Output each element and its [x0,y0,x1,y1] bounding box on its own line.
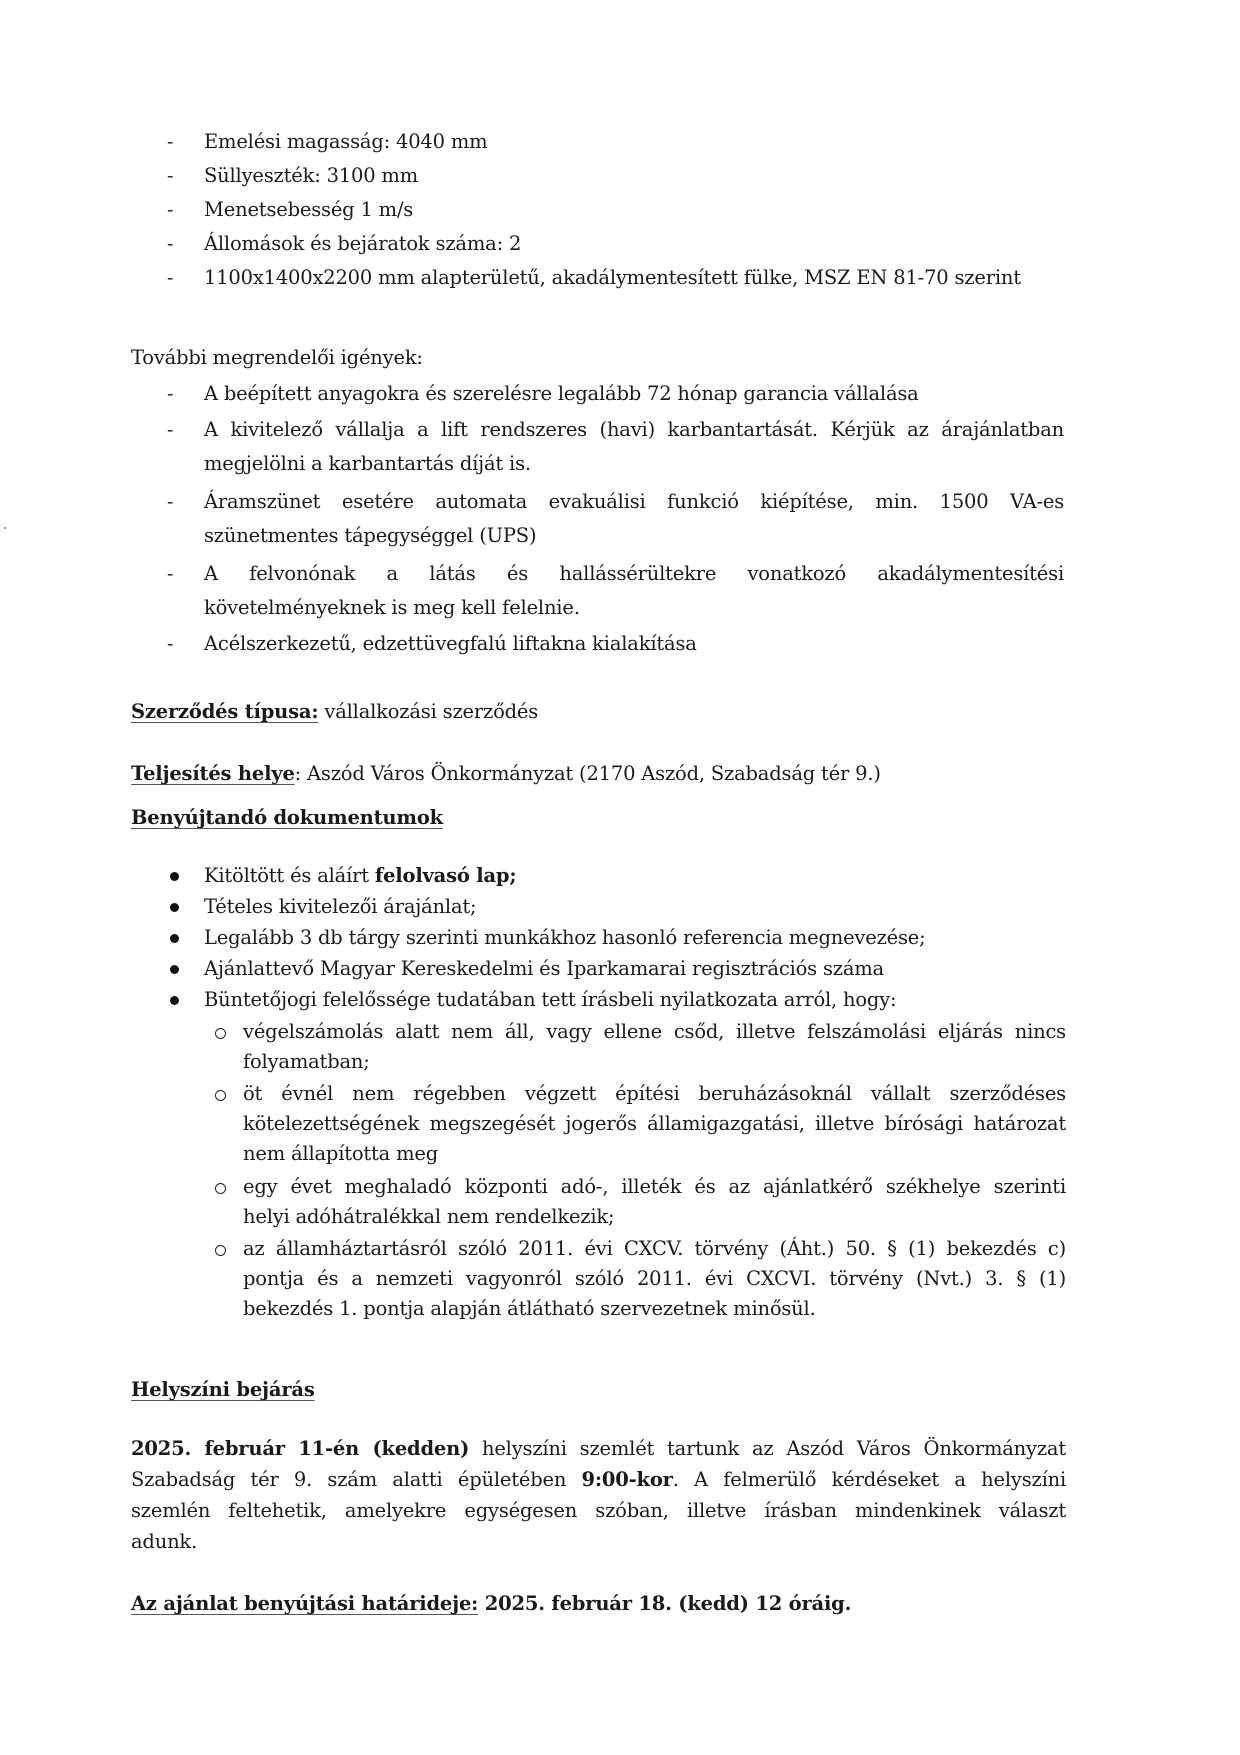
declaration-item-cont: pontja és a nemzeti vagyonról szóló 2011. évi CXCVI. törvény (Nvt.) 3. § (1) [243,1267,1066,1290]
dash-bullet: - [167,419,174,441]
deadline-label: Az ajánlat benyújtási határideje: [131,1592,479,1615]
dash-bullet: - [167,267,174,289]
requirement-item: A felvonónak a látás és hallássérültekre vonatkozó akadálymentesítési [204,562,1064,585]
document-item: Legalább 3 db tárgy szerinti munkákhoz hasonló referencia megnevezése; [204,926,926,949]
contract-type [131,694,538,730]
site-visit-text: helyszíni szemlét tartunk az Aszód Város Önkormányzat [469,1437,1066,1460]
submission-deadline [131,1586,851,1622]
dash-bullet: - [167,233,174,255]
declaration-item-cont: kötelezettségének megszegését jogerős államigazgatási, illetve bírósági határozat [243,1112,1066,1135]
spec-item: 1100x1400x2200 mm alapterületű, akadálymentesített fülke, MSZ EN 81-70 szerint [204,266,1021,289]
declaration-item: az államháztartásról szóló 2011. évi CXCV. törvény (Áht.) 50. § (1) bekezdés c) [243,1237,1066,1260]
requirement-item-cont: követelményeknek is meg kell felelnie. [204,596,580,619]
document-item-text: Kitöltött és aláírt [204,864,375,887]
document-item: Ajánlattevő Magyar Kereskedelmi és Iparkamarai regisztrációs száma [204,957,884,980]
circle-bullet [215,1183,226,1194]
bullet-dot [170,965,179,974]
requirement-item: Áramszünet esetére automata evakuálisi funkció kiépítése, min. 1500 VA-es [204,490,1064,513]
declaration-item: egy évet meghaladó központi adó-, illeték és az ajánlatkérő székhelye szerinti [243,1175,1066,1198]
requirement-item: A kivitelező vállalja a lift rendszeres (havi) karbantartását. Kérjük az árajánlatban [204,418,1064,441]
place-value: : Aszód Város Önkormányzat (2170 Aszód, Szabadság tér 9.) [294,762,881,785]
dash-bullet: - [167,383,174,405]
dash-bullet: - [167,131,174,153]
document-item-bold: felolvasó lap; [374,864,517,887]
requirement-item-cont: megjelölni a karbantartás díját is. [204,452,531,475]
dash-bullet: - [167,491,174,513]
scan-artifact [4,527,6,529]
requirement-item: A beépített anyagokra és szerelésre legalább 72 hónap garancia vállalása [204,382,919,405]
site-visit-line: szemlén feltehetik, amelyekre egységesen szóban, illetve írásban mindenkinek választ [131,1499,1066,1522]
contract-type-value: vállalkozási szerződés [318,700,539,723]
contract-type-label: Szerződés típusa: [131,700,319,723]
document-item: Tételes kivitelezői árajánlat; [204,895,477,918]
dash-bullet: - [167,633,174,655]
requirements-heading: További megrendelői igények: [131,346,423,369]
bullet-dot [170,903,179,912]
declaration-item-cont: bekezdés 1. pontja alapján átlátható szervezetnek minősül. [243,1297,816,1320]
place-of-performance [131,756,881,792]
requirement-item-cont: szünetmentes tápegységgel (UPS) [204,524,537,547]
declaration-item-cont: helyi adóhátralékkal nem rendelkezik; [243,1205,615,1228]
bullet-dot [170,934,179,943]
dash-bullet: - [167,199,174,221]
dash-bullet: - [167,563,174,585]
bullet-dot [170,872,179,881]
site-visit-time: 9:00-kor [581,1468,673,1491]
circle-bullet [215,1090,226,1101]
documents-heading: Benyújtandó dokumentumok [131,806,443,829]
declaration-item: végelszámolás alatt nem áll, vagy ellene csőd, illetve felszámolási eljárás nincs [243,1020,1066,1043]
spec-item: Süllyeszték: 3100 mm [204,164,418,187]
requirement-item: Acélszerkezetű, edzettüvegfalú liftakna kialakítása [204,632,697,655]
declaration-item-cont: nem állapította meg [243,1142,439,1165]
declaration-item: öt évnél nem régebben végzett építési beruházásoknál vállalt szerződéses [243,1082,1066,1105]
dash-bullet: - [167,165,174,187]
place-label: Teljesítés helye [131,762,295,785]
spec-item: Állomások és bejáratok száma: 2 [204,232,522,255]
site-visit-line: adunk. [131,1530,198,1553]
site-visit-text: . A felmerülő kérdéseket a helyszíni [672,1468,1067,1491]
circle-bullet [215,1028,226,1039]
declaration-item-cont: folyamatban; [243,1050,370,1073]
circle-bullet [215,1245,226,1256]
spec-item: Emelési magasság: 4040 mm [204,130,488,153]
site-visit-text: Szabadság tér 9. szám alatti épületében [131,1468,582,1491]
site-visit-date: 2025. február 11-én (kedden) [131,1437,470,1460]
deadline-value: 2025. február 18. (kedd) 12 óráig. [478,1592,852,1615]
site-visit-heading: Helyszíni bejárás [131,1378,315,1401]
document-item: Büntetőjogi felelőssége tudatában tett írásbeli nyilatkozata arról, hogy: [204,988,897,1011]
bullet-dot [170,996,179,1005]
spec-item: Menetsebesség 1 m/s [204,198,414,221]
